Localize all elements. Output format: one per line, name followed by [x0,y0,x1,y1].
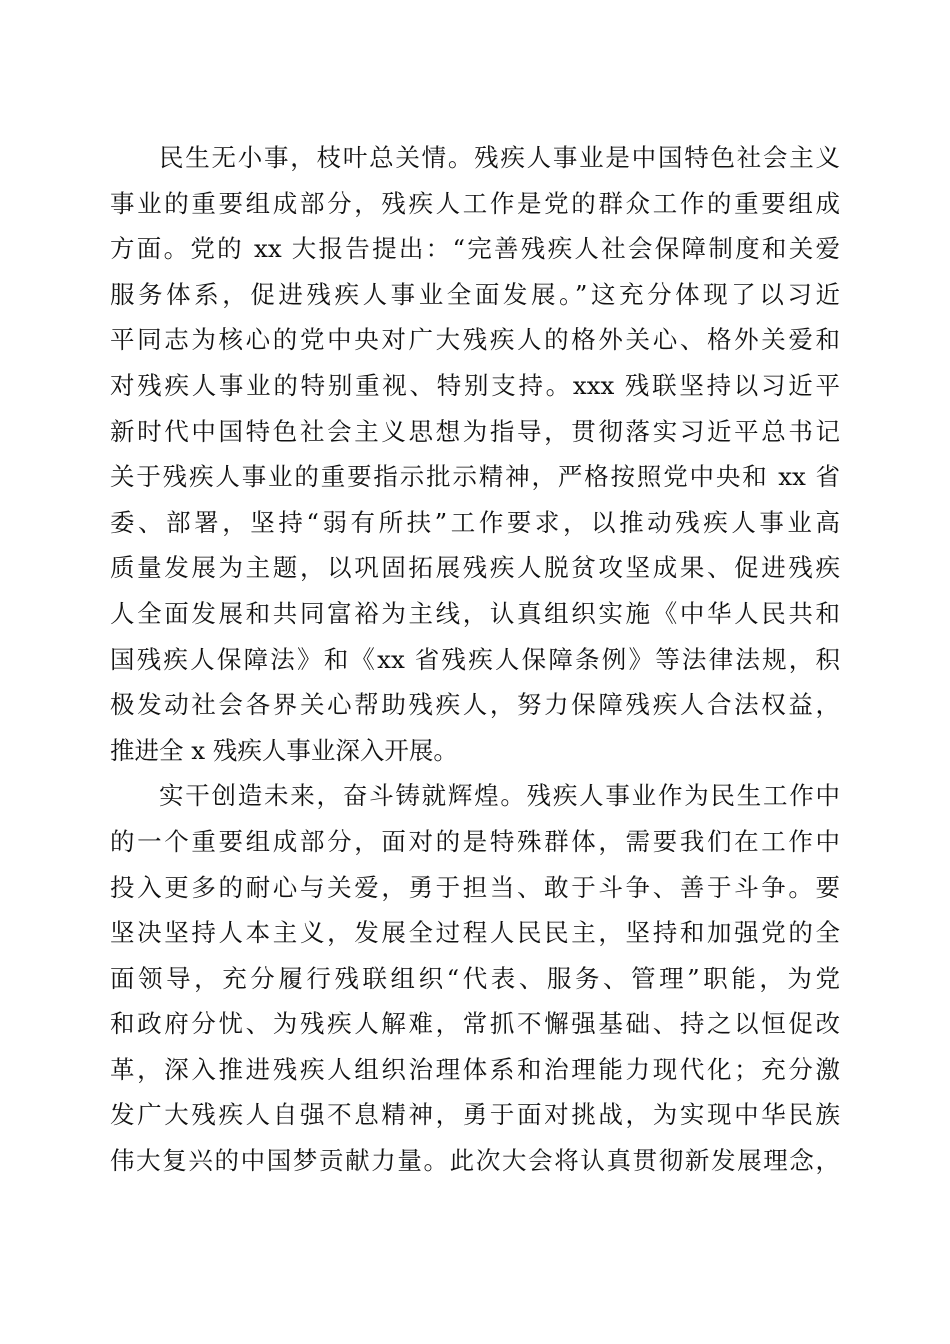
text-line: 的一个重要组成部分，面对的是特殊群体，需要我们在工作中 [110,826,840,856]
text-line: 人全面发展和共同富裕为主线，认真组织实施《中华人民共和 [110,598,840,628]
text-line: 国残疾人保障法》和《xx 省残疾人保障条例》等法律法规，积 [110,644,840,674]
text-line: 事业的重要组成部分，残疾人工作是党的群众工作的重要组成 [110,188,840,218]
text-line: 发广大残疾人自强不息精神，勇于面对挑战，为实现中华民族 [110,1100,840,1130]
text-line: 平同志为核心的党中央对广大残疾人的格外关心、格外关爱和 [110,325,840,355]
text-line: 关于残疾人事业的重要指示批示精神，严格按照党中央和 xx 省 [110,462,840,492]
text-line: 和政府分忧、为残疾人解难，常抓不懈强基础、持之以恒促改 [110,1009,840,1039]
paragraph-2 [110,773,840,1183]
text-line: 极发动社会各界关心帮助残疾人，努力保障残疾人合法权益， [110,690,840,720]
text-line: 质量发展为主题，以巩固拓展残疾人脱贫攻坚成果、促进残疾 [110,553,840,583]
text-line: 方面。党的 xx 大报告提出：“完善残疾人社会保障制度和关爱 [110,234,840,264]
text-line: 对残疾人事业的特别重视、特别支持。xxx 残联坚持以习近平 [110,370,840,400]
text-line: 投入更多的耐心与关爱，勇于担当、敢于斗争、善于斗争。要 [110,872,840,902]
text-line: 民生无小事，枝叶总关情。残疾人事业是中国特色社会主义 [159,143,840,172]
paragraph-1 [110,135,840,773]
text-line: 实干创造未来，奋斗铸就辉煌。残疾人事业作为民生工作中 [159,781,840,811]
text-line: 服务体系，促进残疾人事业全面发展。”这充分体现了以习近 [110,279,840,309]
document-body [110,135,840,1184]
text-line: 推进全 x 残疾人事业深入开展。 [110,735,458,765]
text-line: 新时代中国特色社会主义思想为指导，贯彻落实习近平总书记 [110,416,840,446]
text-line: 革，深入推进残疾人组织治理体系和治理能力现代化；充分激 [110,1054,840,1084]
text-line: 面领导，充分履行残联组织“代表、服务、管理”职能，为党 [110,963,840,993]
text-line: 伟大复兴的中国梦贡献力量。此次大会将认真贯彻新发展理念， [110,1146,840,1176]
text-line: 坚决坚持人本主义，发展全过程人民民主，坚持和加强党的全 [110,918,840,948]
text-line: 委、部署，坚持“弱有所扶”工作要求，以推动残疾人事业高 [110,507,840,537]
